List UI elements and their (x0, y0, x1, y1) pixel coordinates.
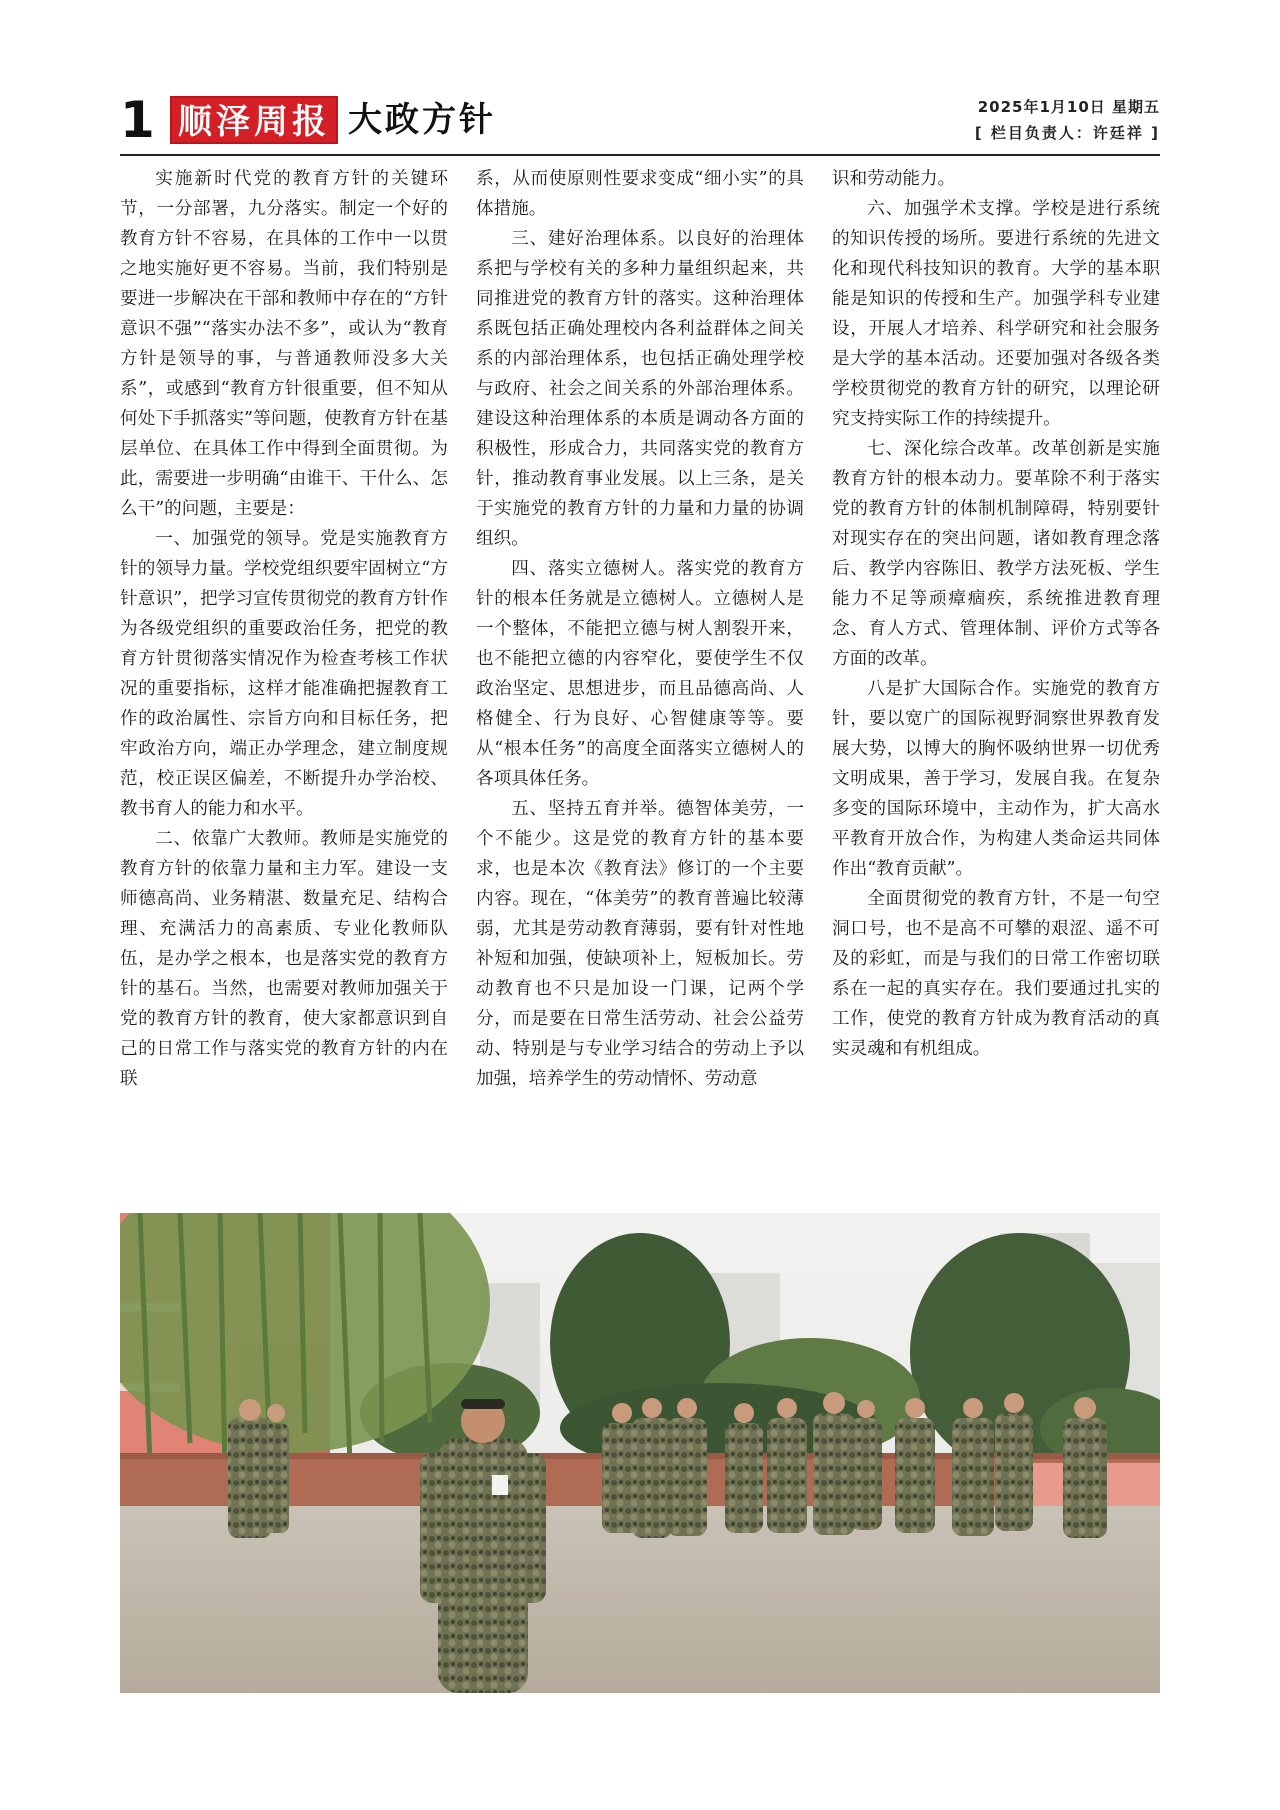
paragraph: 三、建好治理体系。以良好的治理体系把与学校有关的多种力量组织起来，共同推进党的教育方针的落实。这种治理体系既包括正确处理校内各利益群体之间关系的内部治理体系，也包括正确处理学校与政府、社会之间关系的外部治理体系。建设这种治理体系的本质是调动各方面的积极性，形成合力，共同落实党的教育方针，推动教育事业发展。以上三条，是关于实施党的教育方针的力量和力量的协调组织。 (476, 229, 804, 549)
paragraph: 一、加强党的领导。党是实施教育方针的领导力量。学校党组织要牢固树立“方针意识”，把学习宣传贯彻党的教育方针作为各级党组织的重要政治任务，把党的教育方针贯彻落实情况作为检查考核工作状况的重要指标，这样才能准确把握教育工作的政治属性、宗旨方向和目标任务，把牢政治方向，端正办学理念，建立制度规范，校正误区偏差，不断提升办学治校、教书育人的能力和水平。 (120, 529, 448, 819)
paragraph: 六、加强学术支撑。学校是进行系统的知识传授的场所。要进行系统的先进文化和现代科技知识的教育。大学的基本职能是知识的传授和生产。加强学科专业建设，开展人才培养、科学研究和社会服务是大学的基本活动。还要加强对各级各类学校贯彻党的教育方针的研究，以理论研究支持实际工作的持续提升。 (832, 199, 1160, 429)
training-photo (120, 1213, 1160, 1693)
paragraph: 五、坚持五育并举。德智体美劳，一个不能少。这是党的教育方针的基本要求，也是本次《教育法》修订的一个主要内容。现在，“体美劳”的教育普遍比较薄弱，尤其是劳动教育薄弱，要有针对性地补短和加强，使缺项补上，短板加长。劳动教育也不只是加设一门课，记两个学分，而是要在日常生活劳动、社会公益劳动、特别是与专业学习结合的劳动上予以加强，培养学生的劳动情怀、劳动意 (476, 799, 804, 1089)
column-editor: [ 栏目负责人：许廷祥 ] (974, 124, 1160, 142)
masthead (120, 92, 1160, 152)
page-number: 1 (120, 91, 155, 149)
paragraph: 实施新时代党的教育方针的关键环节，一分部署，九分落实。制定一个好的教育方针不容易，在具体的工作中一以贯之地实施好更不容易。当前，我们特别是要进一步解决在干部和教师中存在的“方针意识不强”“落实办法不多”，或认为“教育方针是领导的事，与普通教师没多大关系”，或感到“教育方针很重要，但不知从何处下手抓落实”等问题，使教育方针在基层单位、在具体工作中得到全面贯彻。为此，需要进一步明确“由谁干、干什么、怎么干”的问题，主要是： (120, 169, 448, 519)
paragraph: 二、依靠广大教师。教师是实施党的教育方针的依靠力量和主力军。建设一支师德高尚、业务精湛、数量充足、结构合理、充满活力的高素质、专业化教师队伍，是办学之根本，也是落实党的教育方针的基石。当然，也需要对教师加强关于党的教育方针的教育，使大家都意识到自己的日常工作与落实党的教育方针的内在联 (120, 829, 448, 1089)
article-column-2 (476, 164, 804, 1204)
paragraph: 八是扩大国际合作。实施党的教育方针，要以宽广的国际视野洞察世界教育发展大势，以博大的胸怀吸纳世界一切优秀文明成果，善于学习，发展自我。在复杂多变的国际环境中，主动作为，扩大高水平教育开放合作，为构建人类命运共同体作出“教育贡献”。 (832, 679, 1160, 879)
article-column-1 (120, 164, 448, 1204)
paragraph-continued: 识和劳动能力。 (832, 169, 956, 189)
issue-date: 2025年1月10日 星期五 (977, 98, 1160, 116)
paragraph: 全面贯彻党的教育方针，不是一句空洞口号，也不是高不可攀的艰涩、遥不可及的彩虹，而是与我们的日常工作密切联系在一起的真实存在。我们要通过扎实的工作，使党的教育方针成为教育活动的真实灵魂和有机组成。 (832, 889, 1160, 1059)
article-body (120, 164, 1160, 1204)
newspaper-logo: 顺泽周报 (170, 96, 338, 144)
article-column-3 (832, 164, 1160, 1204)
paragraph: 七、深化综合改革。改革创新是实施教育方针的根本动力。要革除不利于落实党的教育方针的体制机制障碍，特别要针对现实存在的突出问题，诸如教育理念落后、教学内容陈旧、教学方法死板、学生能力不足等顽瘴痼疾，系统推进教育理念、育人方式、管理体制、评价方式等各方面的改革。 (832, 439, 1160, 669)
paragraph: 四、落实立德树人。落实党的教育方针的根本任务就是立德树人。立德树人是一个整体，不能把立德与树人割裂开来，也不能把立德的内容窄化，要使学生不仅政治坚定、思想进步，而且品德高尚、人格健全、行为良好、心智健康等等。要从“根本任务”的高度全面落实立德树人的各项具体任务。 (476, 559, 804, 789)
paragraph-continued: 系，从而使原则性要求变成“细小实”的具体措施。 (476, 169, 804, 219)
header-rule (120, 154, 1160, 156)
section-title: 大政方针 (348, 100, 496, 140)
